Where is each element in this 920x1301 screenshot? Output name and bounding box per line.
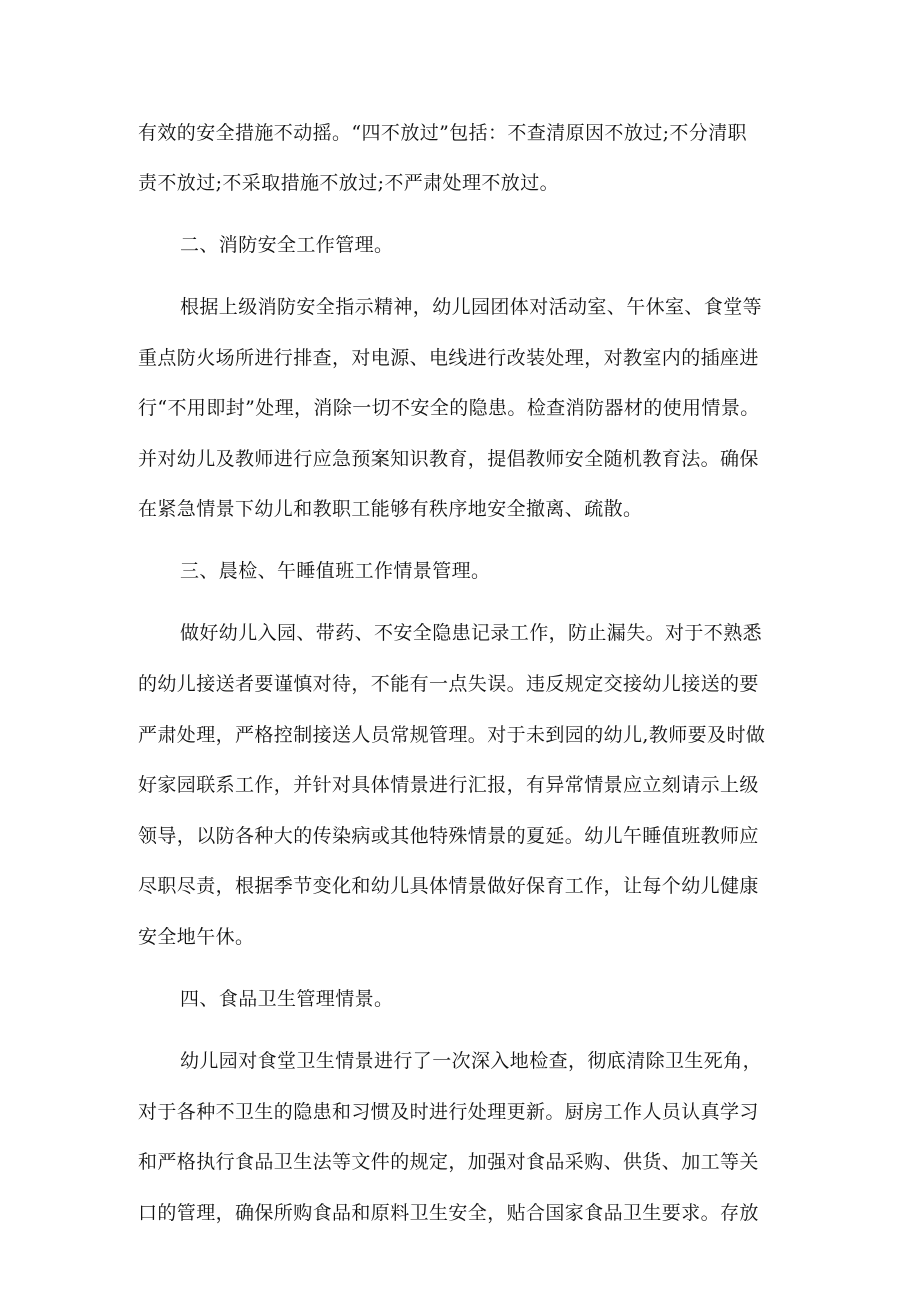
paragraph-line: 的幼儿接送者要谨慎对待，不能有一点失误。违反规定交接幼儿接送的要 (138, 673, 759, 695)
paragraph-line: 领导，以防各种大的传染病或其他特殊情景的夏延。幼儿午睡值班教师应 (138, 825, 759, 847)
paragraph-line: 在紧急情景下幼儿和教职工能够有秩序地安全撤离、疏散。 (138, 498, 643, 520)
paragraph-line: 和严格执行食品卫生法等文件的规定，加强对食品采购、供货、加工等关 (138, 1151, 759, 1173)
paragraph-line: 根据上级消防安全指示精神，幼儿园团体对活动室、午休室、食堂等 (180, 296, 763, 318)
paragraph-line: 并对幼儿及教师进行应急预案知识教育，提倡教师安全随机教育法。确保 (138, 448, 759, 470)
paragraph-line: 尽职尽责，根据季节变化和幼儿具体情景做好保育工作，让每个幼儿健康 (138, 875, 759, 897)
section-heading: 四、食品卫生管理情景。 (180, 988, 394, 1010)
paragraph-line: 重点防火场所进行排查，对电源、电线进行改装处理，对教室内的插座进 (138, 347, 759, 369)
section-heading: 三、晨检、午睡值班工作情景管理。 (180, 560, 491, 582)
paragraph-line: 幼儿园对食堂卫生情景进行了一次深入地检查，彻底清除卫生死角， (180, 1050, 763, 1072)
paragraph-line: 对于各种不卫生的隐患和习惯及时进行处理更新。厨房工作人员认真学习 (138, 1101, 759, 1123)
paragraph-line: 有效的安全措施不动摇。“四不放过”包括：不查清原因不放过;不分清职 (138, 122, 748, 144)
paragraph-line: 做好幼儿入园、带药、不安全隐患记录工作，防止漏失。对于不熟悉 (180, 622, 763, 644)
section-heading: 二、消防安全工作管理。 (180, 234, 394, 256)
paragraph-line: 好家园联系工作，并针对具体情景进行汇报，有异常情景应立刻请示上级 (138, 774, 759, 796)
paragraph-line: 责不放过;不采取措施不放过;不严肃处理不放过。 (138, 172, 560, 194)
paragraph-line: 安全地午休。 (138, 926, 255, 948)
paragraph-line: 行“不用即封”处理，消除一切不安全的隐患。检查消防器材的使用情景。 (138, 397, 760, 419)
paragraph-line: 口的管理，确保所购食品和原料卫生安全，贴合国家食品卫生要求。存放 (138, 1202, 759, 1224)
paragraph-line: 严肃处理，严格控制接送人员常规管理。对于未到园的幼儿,教师要及时做 (138, 724, 766, 746)
